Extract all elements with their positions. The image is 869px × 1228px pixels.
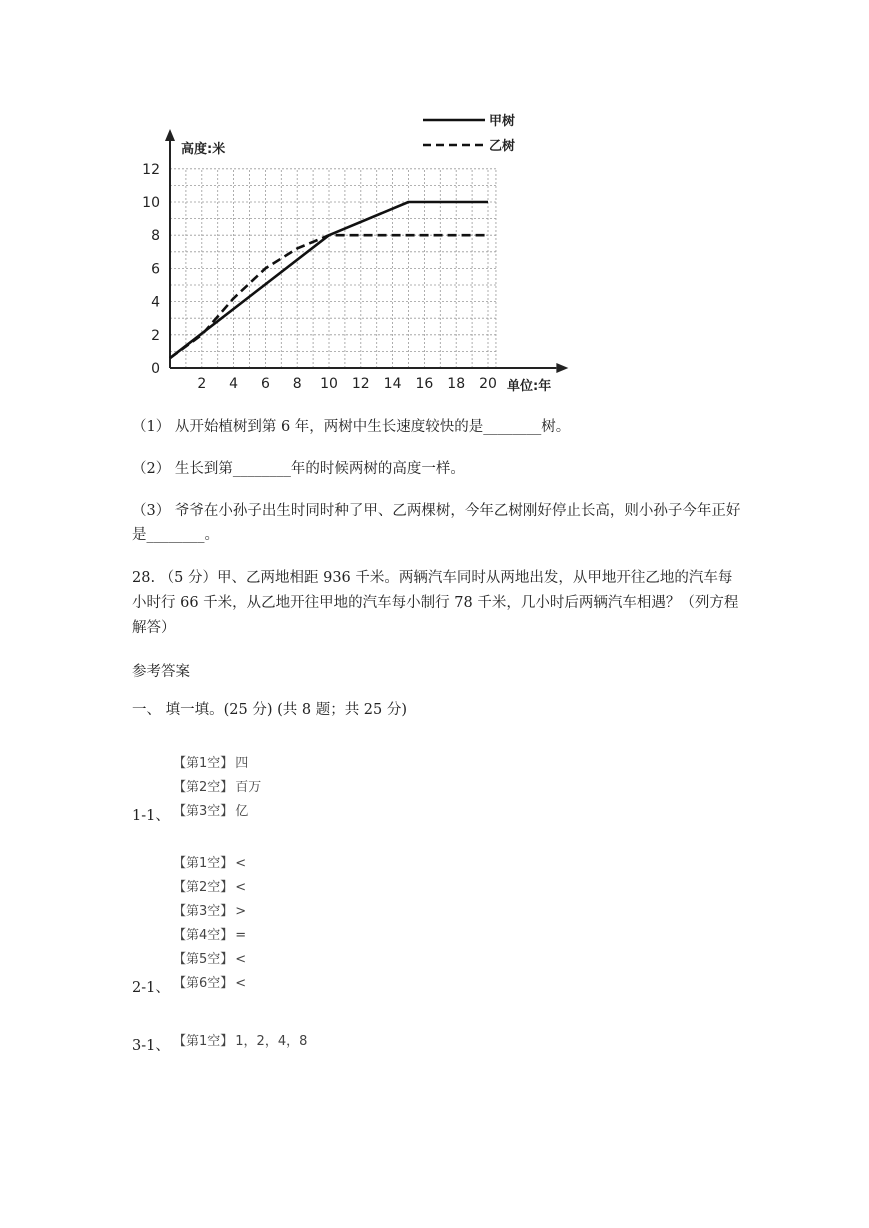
answer-blank <box>173 924 246 948</box>
answer-blank <box>173 1030 307 1054</box>
x-axis-label: 单位:年 <box>507 379 552 394</box>
blank-value: 亿 <box>235 804 249 819</box>
y-tick-label: 2 <box>151 327 160 344</box>
answer-blank <box>173 776 261 800</box>
answer-blank <box>173 852 246 876</box>
question-28: 28. （5 分）甲、乙两地相距 936 千米。两辆汽车同时从两地出发，从甲地开往乙地的汽车每小时行 66 千米，从乙地开往甲地的汽车每小制行 78 千米，几小时后两辆汽车相遇？（列方程解答） <box>132 570 739 636</box>
y-tick-label: 10 <box>142 195 160 211</box>
blank-tag: 【第3空】 <box>173 904 234 919</box>
blank-value: > <box>235 904 247 919</box>
blank-value: 百万 <box>235 780 262 795</box>
answer-group <box>173 852 246 996</box>
question-2: （2） 生长到第________年的时候两树的高度一样。 <box>132 461 465 477</box>
y-tick-label: 0 <box>151 361 160 377</box>
x-tick-label: 8 <box>292 376 302 392</box>
blank-tag: 【第4空】 <box>173 928 234 943</box>
reference-answer-title: 参考答案 <box>132 664 190 680</box>
blank-value: < <box>235 976 247 991</box>
answer-blank <box>173 800 261 824</box>
blank-value: < <box>235 880 247 895</box>
y-tick-label: 4 <box>151 294 160 311</box>
x-tick-label: 2 <box>197 376 207 392</box>
legend-label: 甲树 <box>489 114 516 129</box>
question-1: （1） 从开始植树到第 6 年，两树中生长速度较快的是________树。 <box>132 419 571 435</box>
answer-number: 2-1、 <box>132 980 170 996</box>
answer-blank <box>173 972 246 996</box>
x-tick-label: 4 <box>229 376 239 392</box>
x-tick-label: 14 <box>383 376 402 392</box>
answer-blank <box>173 752 261 776</box>
section-1-heading: 一、 填一填。(25 分) (共 8 题；共 25 分) <box>132 702 408 718</box>
answer-group <box>173 752 261 824</box>
answer-group <box>173 1030 307 1054</box>
x-tick-label: 20 <box>479 376 497 392</box>
answer-blank <box>173 876 246 900</box>
y-axis-label: 高度:米 <box>181 142 226 157</box>
x-tick-label: 6 <box>260 376 270 392</box>
blank-tag: 【第1空】 <box>173 756 234 771</box>
legend-label: 乙树 <box>489 139 516 154</box>
line-chart-svg <box>135 105 575 400</box>
blank-tag: 【第1空】 <box>173 856 234 871</box>
blank-value: 四 <box>235 756 249 771</box>
blank-value: 1，2，4，8 <box>235 1034 308 1049</box>
question-3: （3） 爷爷在小孙子出生时同时种了甲、乙两棵树，今年乙树刚好停止长高，则小孙子今年正好是________。 <box>132 503 741 543</box>
blank-value: = <box>235 928 247 943</box>
tree-height-chart <box>135 105 575 400</box>
answer-blank <box>173 948 246 972</box>
y-tick-label: 12 <box>142 161 160 178</box>
blank-tag: 【第6空】 <box>173 976 234 991</box>
y-axis-arrow <box>165 129 175 141</box>
blank-tag: 【第3空】 <box>173 804 234 819</box>
blank-value: < <box>235 952 247 967</box>
blank-tag: 【第2空】 <box>173 780 234 795</box>
answer-number: 1-1、 <box>132 808 170 824</box>
answer-blank <box>173 900 246 924</box>
x-axis-arrow <box>556 363 568 373</box>
x-tick-label: 12 <box>351 376 370 392</box>
blank-tag: 【第1空】 <box>173 1034 234 1049</box>
answer-number: 3-1、 <box>132 1038 170 1054</box>
x-tick-label: 10 <box>320 376 338 392</box>
y-tick-label: 6 <box>151 261 160 278</box>
x-tick-label: 18 <box>447 376 466 392</box>
y-tick-label: 8 <box>151 228 160 245</box>
blank-tag: 【第5空】 <box>173 952 234 967</box>
blank-value: < <box>235 856 247 871</box>
blank-tag: 【第2空】 <box>173 880 234 895</box>
x-tick-label: 16 <box>415 376 434 392</box>
